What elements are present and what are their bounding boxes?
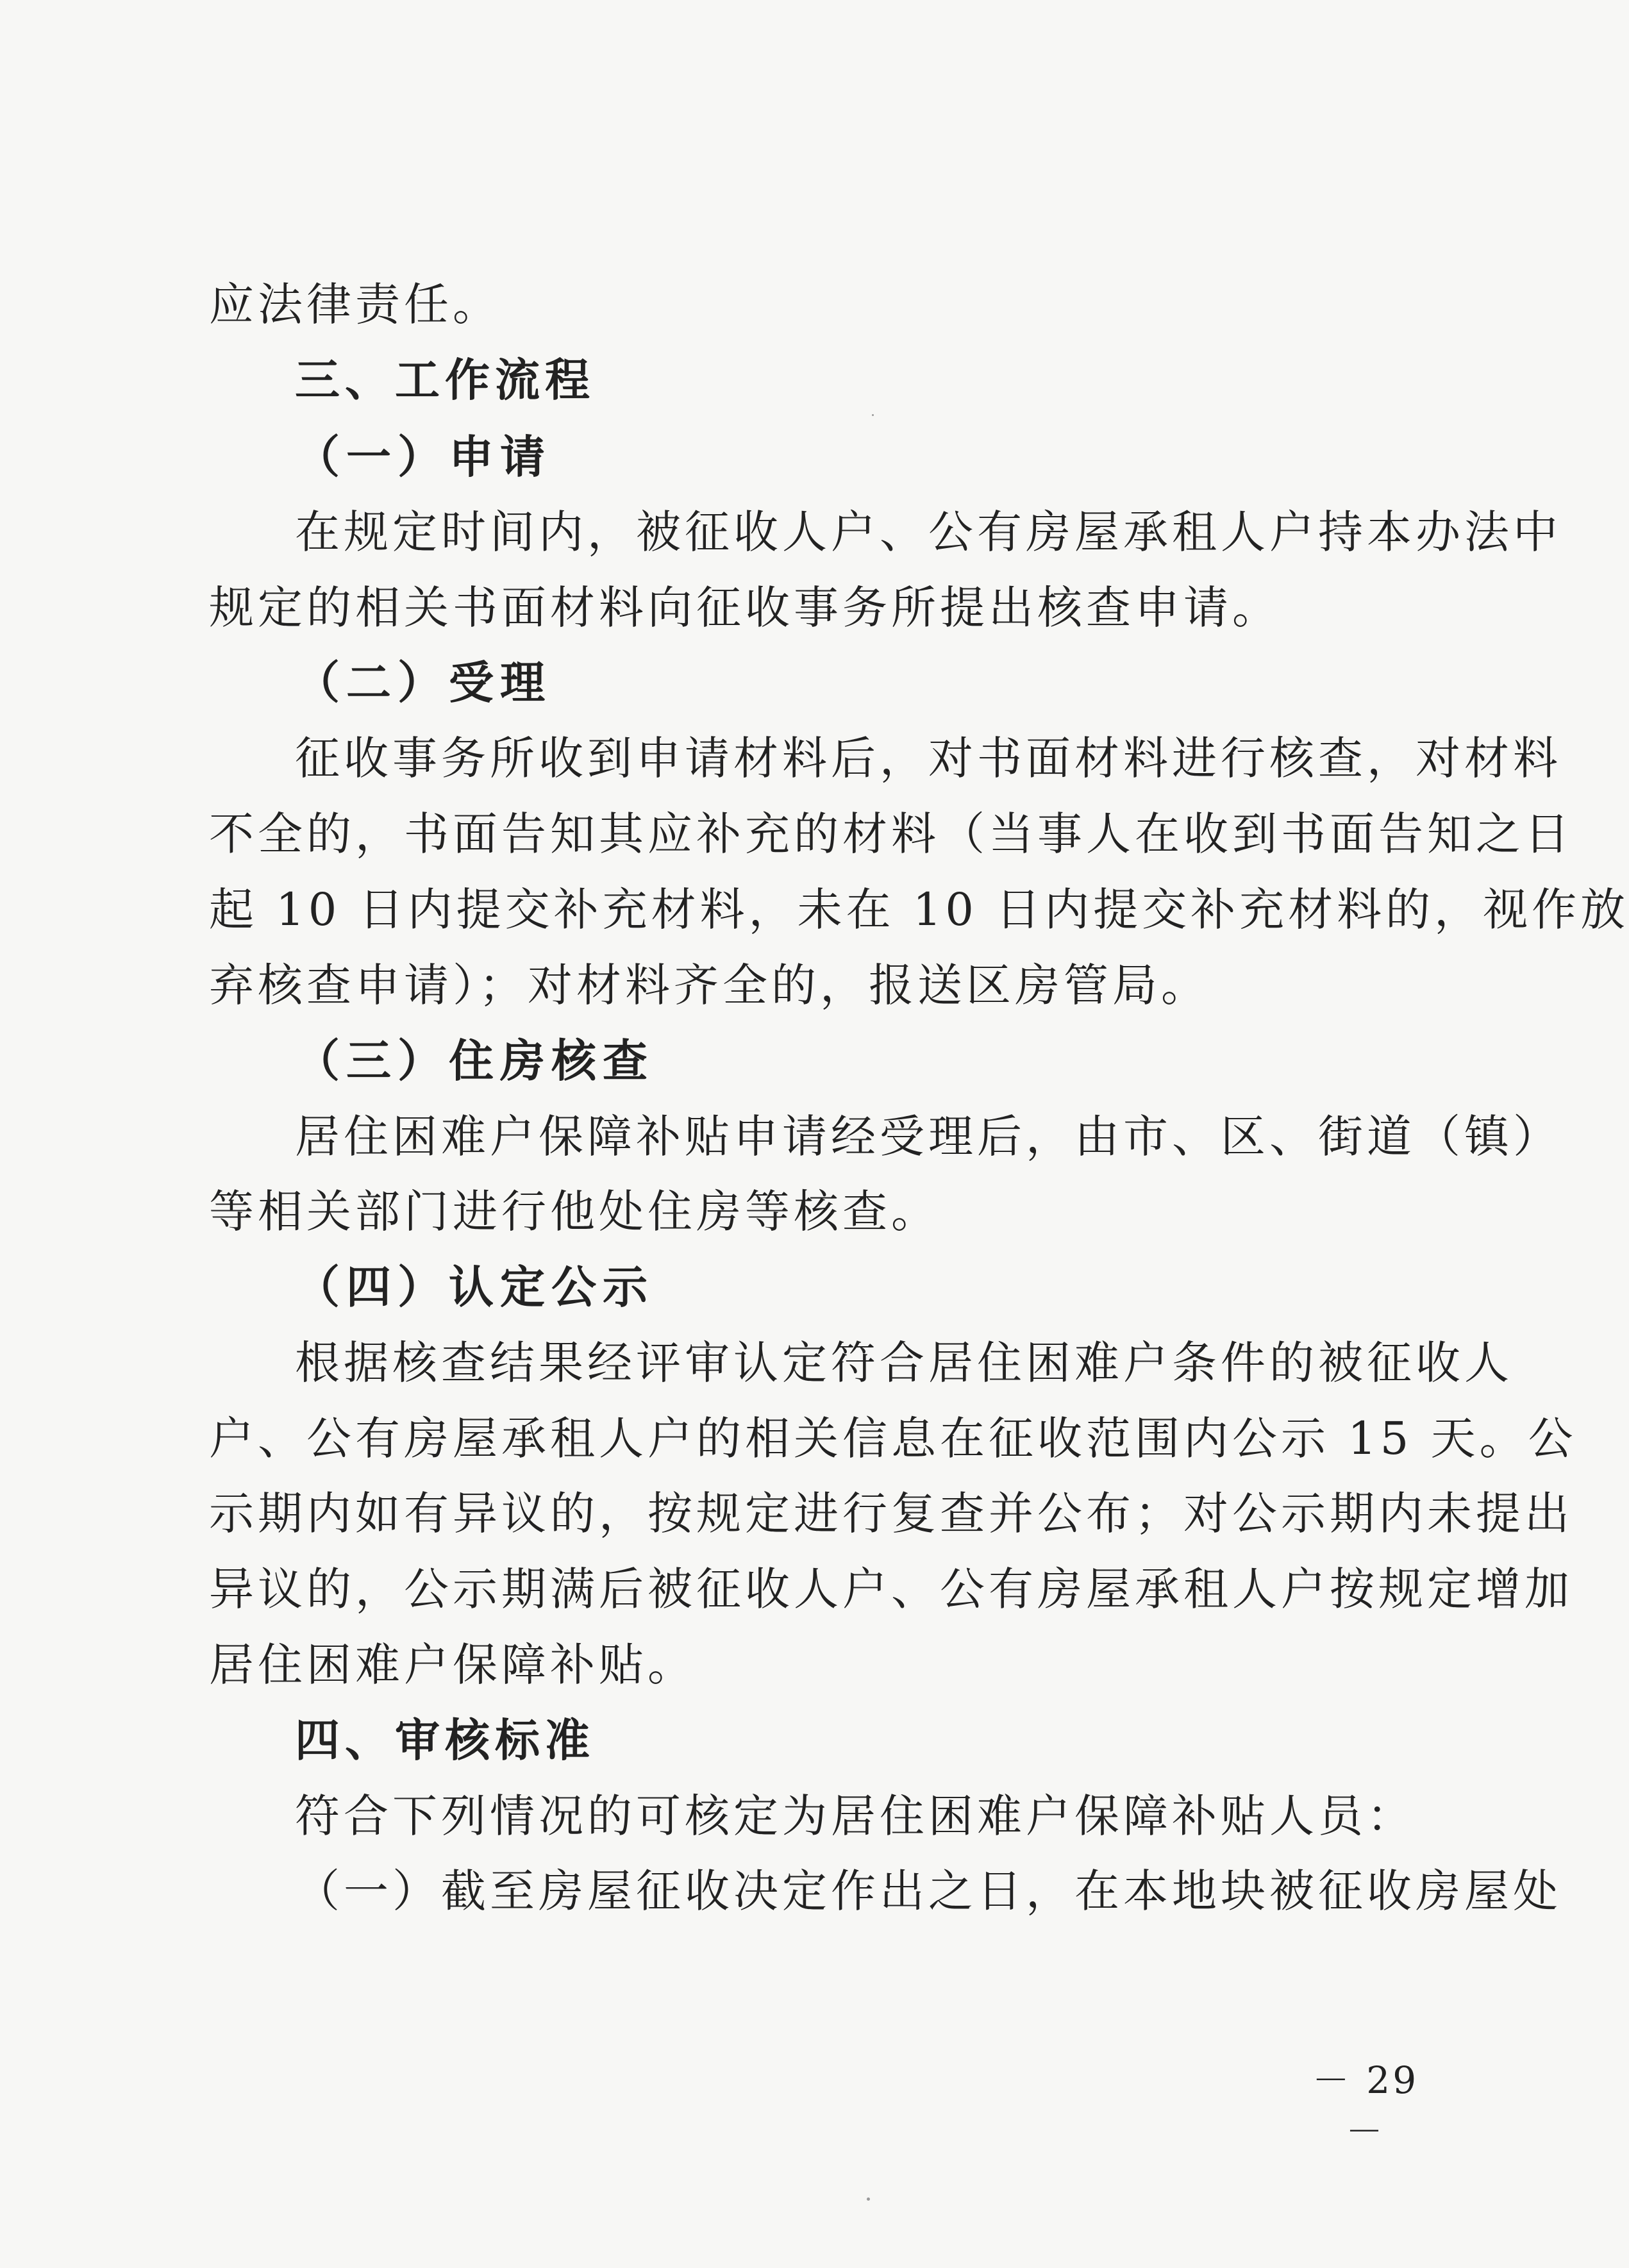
paragraph-line: 异议的，公示期满后被征收人户、公有房屋承租人户按规定增加 (209, 1563, 1573, 1615)
paragraph-line: 居住困难户保障补贴申请经受理后，由市、区、街道（镇） (295, 1110, 1562, 1163)
section-heading: 三、工作流程 (295, 354, 595, 406)
paragraph-line: 等相关部门进行他处住房等核查。 (209, 1185, 940, 1238)
subsection-heading: （四）认定公示 (295, 1261, 654, 1313)
paragraph-line: 户、公有房屋承租人户的相关信息在征收范围内公示 15 天。公 (209, 1412, 1577, 1465)
paragraph-line: 应法律责任。 (209, 278, 501, 331)
paragraph-line: 不全的，书面告知其应补充的材料（当事人在收到书面告知之日 (209, 808, 1573, 860)
paragraph-line: 起 10 日内提交补充材料，未在 10 日内提交补充材料的，视作放 (209, 883, 1629, 936)
paragraph-line: 规定的相关书面材料向征收事务所提出核查申请。 (209, 581, 1281, 634)
subsection-heading: （一）申请 (295, 431, 551, 483)
paragraph-line: 符合下列情况的可核定为居住困难户保障补贴人员： (295, 1790, 1416, 1842)
subsection-heading: （三）住房核查 (295, 1035, 654, 1087)
paragraph-line: 弃核查申请）；对材料齐全的，报送区房管局。 (209, 959, 1210, 1012)
paragraph-line: 示期内如有异议的，按规定进行复查并公布；对公示期内未提出 (209, 1487, 1573, 1540)
scan-speck (872, 414, 874, 416)
paragraph-line: 在规定时间内，被征收人户、公有房屋承租人户持本办法中 (295, 506, 1562, 558)
page-number: － 29 － (1312, 2058, 1419, 2153)
paragraph-line: （一）截至房屋征收决定作出之日，在本地块被征收房屋处 (295, 1865, 1562, 1917)
scan-speck (867, 2197, 870, 2201)
section-heading: 四、审核标准 (295, 1714, 595, 1767)
subsection-heading: （二）受理 (295, 656, 551, 709)
paragraph-line: 根据核查结果经评审认定符合居住困难户条件的被征收人 (295, 1337, 1513, 1389)
paragraph-line: 征收事务所收到申请材料后，对书面材料进行核查，对材料 (295, 732, 1562, 785)
paragraph-line: 居住困难户保障补贴。 (209, 1638, 696, 1691)
